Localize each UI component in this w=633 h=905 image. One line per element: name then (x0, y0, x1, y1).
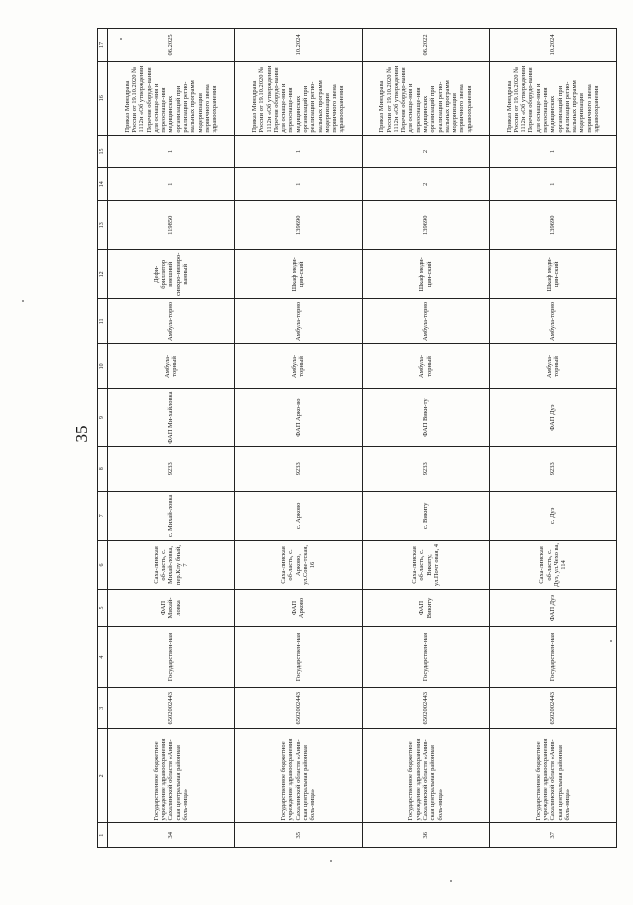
table-cell-c9: ФАП Ми-хайловка (108, 389, 235, 446)
table-cell-c8: 9233 (235, 446, 362, 491)
table-cell-c16: Приказ Минздрава России от 19.10.2020 № 1112н «Об утверждении Перечня оборудо-вания для оснаще-ния и переоснаще-ния медицинских организаций при реализации регио-нальных программ модернизации первичного звена здравоохранения (235, 61, 362, 135)
table-cell-c12: Шкаф меди-цин-ский (489, 250, 616, 299)
table-cell-c16: Приказ Минздрава России от 19.10.2020 № 1112н «Об утверждении Перечня оборудо-вания для оснаще-ния и переоснаще-ния медицинских организаций при реализации регио-нальных программ модернизации первичного звена здравоохранения (489, 61, 616, 135)
table-cell-c5: ФАП Арково (235, 590, 362, 627)
table-cell-c8: 9233 (362, 446, 489, 491)
table-cell-c9: ФАП Дуэ (489, 389, 616, 446)
rotated-table-area (97, 28, 617, 848)
table-cell-c5: ФАП Дуэ (489, 590, 616, 627)
table-cell-c14: 1 (108, 168, 235, 201)
scan-speck (22, 300, 24, 302)
table-cell-c5: ФАП Викиту (362, 590, 489, 627)
table-cell-c17: 06.2025 (108, 29, 235, 62)
table-cell-c3: 6502002443 (108, 688, 235, 729)
column-number: 9 (98, 389, 108, 446)
column-number: 8 (98, 446, 108, 491)
table-cell-c7: с. Викиту (362, 491, 489, 540)
column-number: 11 (98, 299, 108, 344)
column-number: 10 (98, 344, 108, 389)
table-cell-c14: 1 (489, 168, 616, 201)
table-cell-c4: Государствен-ная (108, 626, 235, 687)
table-cell-c16: Приказ Минздрава России от 19.10.2020 № 1112н «Об утверждении Перечня оборудо-вания для оснаще-ния и переоснаще-ния медицинских организаций при реализации регио-нальных программ модернизации первичного звена здравоохранения (362, 61, 489, 135)
table-cell-c10: Амбула-торный (489, 344, 616, 389)
table-cell-c12: Дефи-бриллятор внешний синхро-низиро-ванный (108, 250, 235, 299)
table-cell-c10: Амбула-торный (108, 344, 235, 389)
table-cell-c10: Амбула-торный (362, 344, 489, 389)
table-cell-c16: Приказ Минздрава России от 19.10.2020 № 1112н «Об утверждении Перечня оборудо-вания для оснаще-ния и переоснаще-ния медицинских организаций при реализации регио-нальных программ модернизации первичного звена здравоохранения (108, 61, 235, 135)
scan-speck (120, 38, 122, 40)
table-cell-c4: Государствен-ная (235, 626, 362, 687)
table-cell-c10: Амбула-торный (235, 344, 362, 389)
table-wrapper (97, 28, 617, 848)
table-cell-c8: 9233 (489, 446, 616, 491)
column-number: 5 (98, 590, 108, 627)
table-cell-c12: Шкаф меди-цин-ский (362, 250, 489, 299)
column-number: 1 (98, 823, 108, 848)
page-number: 35 (72, 425, 91, 443)
table-cell-c3: 6502002443 (362, 688, 489, 729)
table-row (362, 29, 489, 848)
table-cell-c7: с. Дуэ (489, 491, 616, 540)
table-cell-c12: Шкаф меди-цин-ский (235, 250, 362, 299)
column-number: 6 (98, 540, 108, 589)
column-number: 17 (98, 29, 108, 62)
table-cell-c7: с. Михай-ловка (108, 491, 235, 540)
table-cell-c5: ФАП Михай-ловка (108, 590, 235, 627)
table-cell-c17: 10.2024 (235, 29, 362, 62)
column-number: 12 (98, 250, 108, 299)
table-cell-c2: Государственное бюджетное учреждение здравоохранения Сахалинской области «Анив-ская центральная районная боль-ница» (489, 729, 616, 823)
table-cell-c1: 36 (362, 823, 489, 848)
column-number: 7 (98, 491, 108, 540)
table-cell-c2: Государственное бюджетное учреждение здравоохранения Сахалинской области «Анив-ская центральная районная боль-ница» (108, 729, 235, 823)
table-cell-c15: 1 (108, 135, 235, 168)
table-cell-c4: Государствен-ная (489, 626, 616, 687)
table-cell-c6: Саха-линская об-ласть, с. Арково, ул.Сове-тская, 16 (235, 540, 362, 589)
table-cell-c7: с. Арково (235, 491, 362, 540)
table-row (489, 29, 616, 848)
table-cell-c11: Амбула-торно (235, 299, 362, 344)
table-cell-c6: Саха-линская об-ласть, с. Викиту, ул.Почт овая, 4 (362, 540, 489, 589)
table-cell-c17: 06.2022 (362, 29, 489, 62)
table-cell-c15: 2 (362, 135, 489, 168)
table-cell-c11: Амбула-торно (489, 299, 616, 344)
table-cell-c1: 34 (108, 823, 235, 848)
table-cell-c13: 139690 (489, 201, 616, 250)
table-cell-c15: 1 (235, 135, 362, 168)
scan-speck (610, 640, 612, 642)
table-cell-c8: 9233 (108, 446, 235, 491)
table-cell-c1: 35 (235, 823, 362, 848)
table-cell-c1: 37 (489, 823, 616, 848)
table-cell-c2: Государственное бюджетное учреждение здравоохранения Сахалинской области «Анив-ская центральная районная боль-ница» (362, 729, 489, 823)
table-cell-c6: Саха-линская об-ласть, с. Дуэ, ул.Чехо ва, 114 (489, 540, 616, 589)
table-cell-c9: ФАП Вики-ту (362, 389, 489, 446)
table-cell-c15: 1 (489, 135, 616, 168)
scan-speck (450, 880, 452, 882)
column-number: 4 (98, 626, 108, 687)
table-cell-c3: 6502002443 (235, 688, 362, 729)
table-cell-c14: 1 (235, 168, 362, 201)
table-cell-c6: Саха-линская об-ласть, с. Михай-ловка, пер.Клу бный, 7 (108, 540, 235, 589)
table-cell-c2: Государственное бюджетное учреждение здравоохранения Сахалинской области «Анив-ская центральная районная боль-ница» (235, 729, 362, 823)
table-cell-c13: 139690 (235, 201, 362, 250)
table-cell-c14: 2 (362, 168, 489, 201)
column-number: 13 (98, 201, 108, 250)
table-cell-c4: Государствен-ная (362, 626, 489, 687)
table-cell-c17: 10.2024 (489, 29, 616, 62)
table-cell-c13: 139690 (362, 201, 489, 250)
column-number: 15 (98, 135, 108, 168)
table-cell-c11: Амбула-торно (108, 299, 235, 344)
column-number: 16 (98, 61, 108, 135)
column-number: 2 (98, 729, 108, 823)
equipment-table (97, 28, 617, 848)
table-cell-c11: Амбула-торно (362, 299, 489, 344)
table-cell-c13: 119850 (108, 201, 235, 250)
column-number: 14 (98, 168, 108, 201)
table-row (235, 29, 362, 848)
table-row (108, 29, 235, 848)
column-number: 3 (98, 688, 108, 729)
scan-speck (330, 860, 332, 862)
table-cell-c9: ФАП Арко-во (235, 389, 362, 446)
table-cell-c3: 6502002443 (489, 688, 616, 729)
column-number-row (98, 29, 108, 848)
